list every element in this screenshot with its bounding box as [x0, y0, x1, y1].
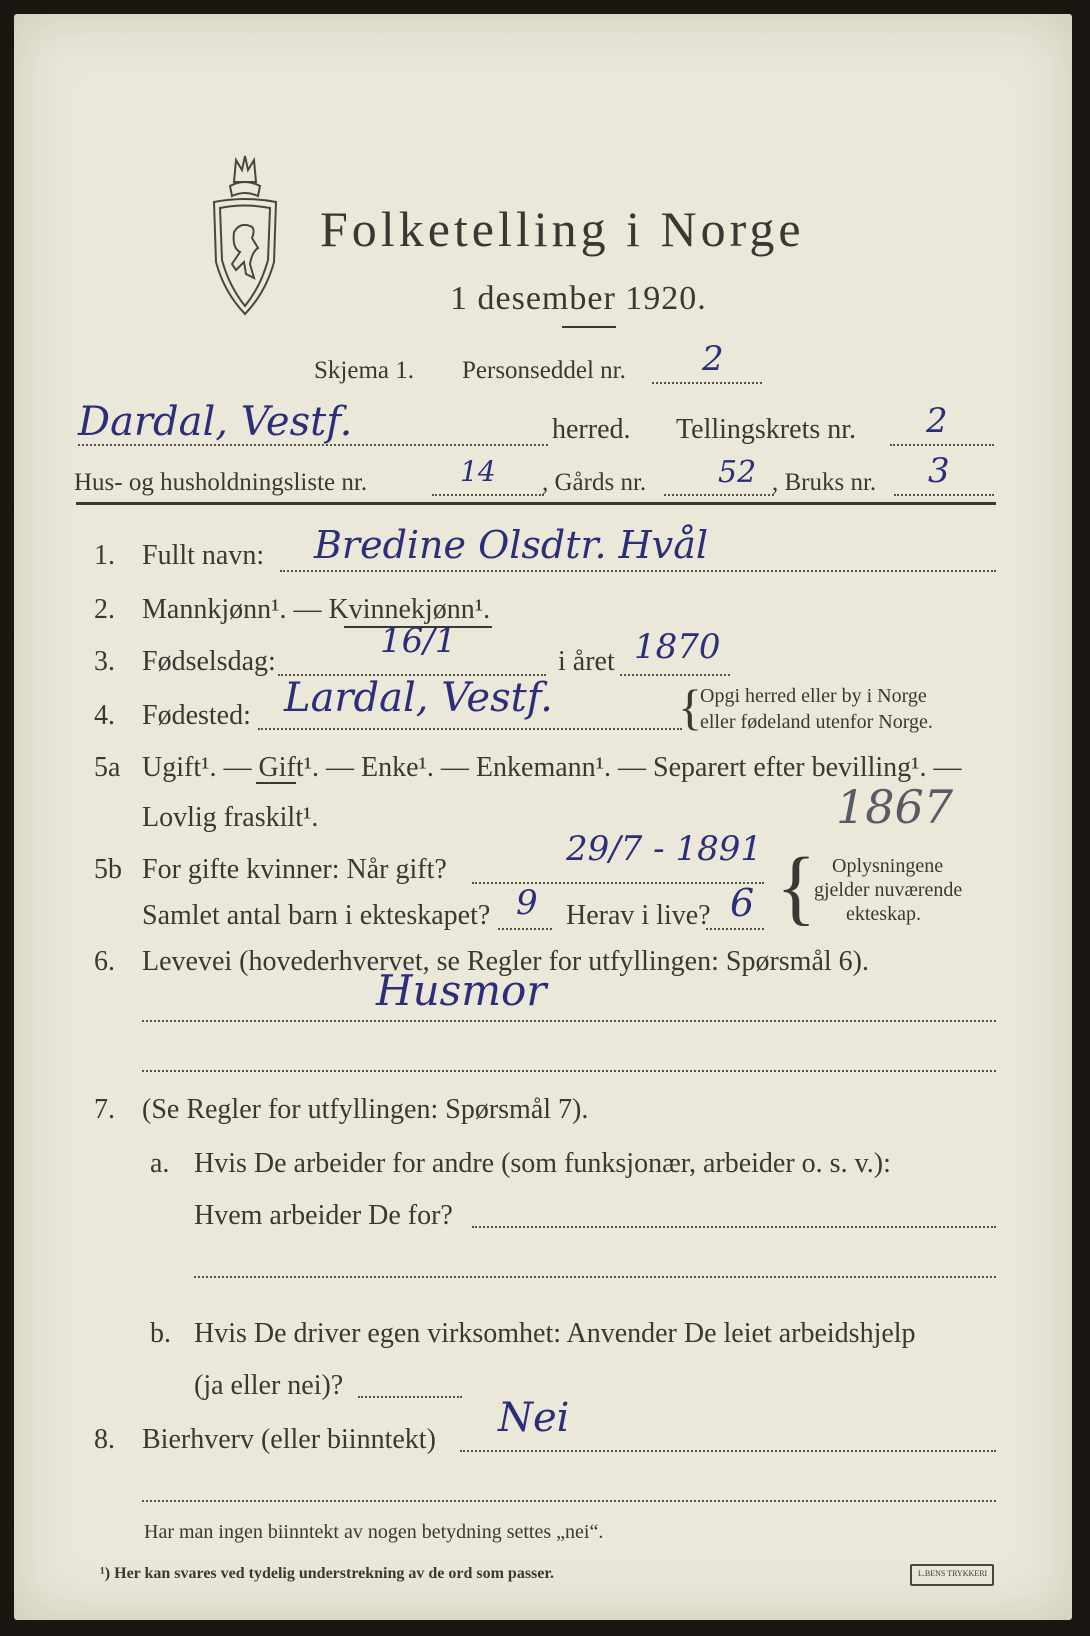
q2-gender: Mannkjønn¹. — Kvinnekjønn¹. — [142, 594, 491, 625]
personseddel-label: Personseddel nr. — [462, 357, 626, 384]
q4-note-line2: eller fødeland utenfor Norge. — [700, 711, 933, 733]
q5a-options: Ugift¹. — Gift¹. — Enke¹. — Enkemann¹. — Separert efter bevilling¹. — — [142, 752, 962, 783]
q5b-alive-label: Herav i live? — [566, 900, 711, 931]
q1-number: 1. — [94, 540, 115, 571]
gards-value[interactable]: 52 — [718, 455, 757, 490]
q8-number: 8. — [94, 1424, 115, 1455]
q3-label: Fødselsdag: — [142, 646, 276, 677]
form-title: Folketelling i Norge — [320, 201, 805, 257]
q8-label: Bierhverv (eller biinntekt) — [142, 1424, 436, 1455]
children-alive-value[interactable]: 6 — [730, 881, 755, 925]
q6-number: 6. — [94, 946, 115, 977]
q7a-line1: Hvis De arbeider for andre (som funksjonær, arbeider o. s. v.): — [194, 1148, 891, 1179]
q4-brace: { — [678, 679, 702, 735]
q5b-note-line3: ekteskap. — [846, 903, 921, 925]
q4-label: Fødested: — [142, 700, 251, 731]
q7b-line2: (ja eller nei)? — [194, 1370, 344, 1401]
q7b-line1: Hvis De driver egen virksomhet: Anvender De leiet arbeidshjelp — [194, 1318, 916, 1349]
q5b-number: 5b — [94, 854, 122, 885]
herred-line — [78, 444, 548, 446]
q7-label: (Se Regler for utfyllingen: Spørsmål 7). — [142, 1094, 589, 1125]
form-date: 1 desember 1920. — [450, 280, 707, 317]
birthplace-value[interactable]: Lardal, Vestf. — [284, 675, 553, 721]
gards-label: , Gårds nr. — [542, 469, 647, 496]
footnote: ¹) Her kan svares ved tydelig understrekning av de ord som passer. — [100, 1565, 555, 1582]
marital-underline — [256, 782, 296, 784]
q4-number: 4. — [94, 700, 115, 731]
q7b-letter: b. — [150, 1318, 171, 1349]
q7a-letter: a. — [150, 1148, 170, 1179]
skjema-label: Skjema 1. — [314, 357, 414, 384]
tellingskrets-line — [890, 444, 994, 446]
q7a-line2: Hvem arbeider De for? — [194, 1200, 453, 1231]
birthday-value[interactable]: 16/1 — [380, 621, 457, 661]
tellingskrets-label: Tellingskrets nr. — [676, 414, 857, 445]
q1-line — [280, 570, 996, 572]
q5b-married-label: For gifte kvinner: Når gift? — [142, 854, 447, 885]
header-rule — [76, 502, 996, 505]
coat-of-arms-icon — [206, 152, 284, 322]
children-count-value[interactable]: 9 — [516, 883, 538, 923]
margin-note: 1867 — [836, 780, 954, 834]
census-form — [14, 14, 1072, 1620]
hus-label: Hus- og husholdningsliste nr. — [74, 469, 368, 496]
q5a-options-line2: Lovlig fraskilt¹. — [142, 802, 319, 833]
q6-line1 — [142, 1020, 996, 1022]
full-name-value[interactable]: Bredine Olsdtr. Hvål — [314, 523, 709, 567]
q3-year-label: i året — [558, 646, 615, 677]
q8-extra-line — [142, 1500, 996, 1502]
q7a-extra-line — [194, 1276, 996, 1278]
q7-number: 7. — [94, 1094, 115, 1125]
q5b-note-line1: Oplysningene — [832, 855, 944, 877]
q3-number: 3. — [94, 646, 115, 677]
q3-year-line — [620, 674, 730, 676]
personseddel-line — [652, 382, 762, 384]
bruks-value[interactable]: 3 — [928, 451, 950, 491]
q7a-answer-line — [472, 1226, 996, 1228]
herred-label: herred. — [552, 414, 631, 445]
printer-stamp — [910, 1564, 994, 1586]
q4-line — [258, 728, 682, 730]
personseddel-value[interactable]: 2 — [702, 339, 724, 379]
q8-line — [460, 1450, 996, 1452]
hus-line — [432, 494, 544, 496]
q2-number: 2. — [94, 594, 115, 625]
bruks-label: , Bruks nr. — [772, 469, 877, 496]
bruks-line — [894, 494, 994, 496]
q7b-answer-line — [358, 1396, 462, 1398]
q4-note-line1: Opgi herred eller by i Norge — [700, 685, 927, 707]
tellingskrets-value[interactable]: 2 — [926, 401, 948, 441]
side-income-value[interactable]: Nei — [498, 1395, 570, 1441]
title-divider — [562, 326, 616, 328]
q5b-children-line — [498, 928, 552, 930]
herred-value[interactable]: Dardal, Vestf. — [78, 399, 353, 445]
q5b-children-label: Samlet antal barn i ekteskapet? — [142, 900, 491, 931]
printer-stamp-text: L.BENS TRYKKERI — [918, 1569, 988, 1578]
q5a-number: 5a — [94, 752, 121, 783]
hus-value[interactable]: 14 — [460, 455, 496, 488]
q6-line2 — [142, 1070, 996, 1072]
q5b-alive-line — [706, 928, 764, 930]
q5b-note-line2: gjelder nuværende — [814, 879, 963, 901]
occupation-value[interactable]: Husmor — [376, 966, 547, 1015]
married-date-value[interactable]: 29/7 - 1891 — [566, 829, 762, 869]
gards-line — [664, 494, 774, 496]
q1-label: Fullt navn: — [142, 540, 265, 571]
birth-year-value[interactable]: 1870 — [634, 627, 721, 667]
footer-note: Har man ingen biinntekt av nogen betydning settes „nei“. — [144, 1521, 604, 1543]
q6-label: Levevei (hovederhvervet, se Regler for utfyllingen: Spørsmål 6). — [142, 946, 869, 977]
q5b-brace: { — [776, 841, 817, 934]
